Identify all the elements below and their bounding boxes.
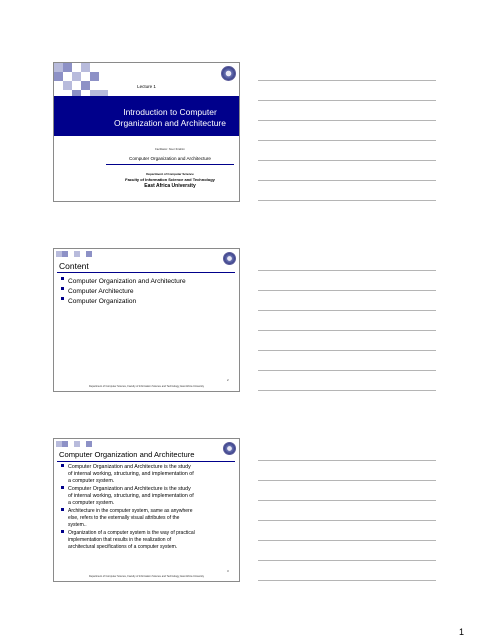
notes-line bbox=[258, 180, 436, 181]
lecture-label: Lecture 1 bbox=[137, 84, 156, 89]
slide-1-thumbnail bbox=[53, 62, 240, 202]
divider bbox=[106, 164, 234, 165]
bullet-item: Computer Architecture bbox=[61, 287, 186, 297]
bullet-list bbox=[61, 464, 195, 551]
slide-title-line2: Organization and Architecture bbox=[114, 118, 226, 128]
notes-line bbox=[258, 330, 436, 331]
university-name: East Africa University bbox=[144, 183, 196, 189]
faculty: Faculty of Information Science and Technology bbox=[125, 177, 215, 182]
slide-page-number: 3 bbox=[227, 569, 229, 573]
slide-page-number: 2 bbox=[227, 378, 229, 382]
slide-footer: Department of Computer Science, Faculty of Information Science and Technology, East Africa University bbox=[88, 385, 205, 388]
bullet-item: Architecture in the computer system, same as anywhere else, refers to the externally visual attributes of the system.. bbox=[61, 508, 195, 529]
notes-line bbox=[258, 560, 436, 561]
notes-line bbox=[258, 390, 436, 391]
bullet-item: Computer Organization and Architecture is the study of internal working, structuring, and implementation of a computer system. bbox=[61, 486, 195, 507]
page-number: 1 bbox=[459, 627, 465, 637]
slide-footer: Department of Computer Science, Faculty of Information Science and Technology, East Africa University bbox=[88, 575, 205, 578]
bullet-item: Organization of a computer system is the way of practical implementation that results in the realization of architectural specifications of a computer system. bbox=[61, 530, 195, 551]
university-logo-icon bbox=[221, 66, 236, 81]
notes-line bbox=[258, 350, 436, 351]
notes-line bbox=[258, 120, 436, 121]
title-band bbox=[54, 96, 239, 136]
university-logo-icon bbox=[223, 252, 236, 265]
notes-line bbox=[258, 460, 436, 461]
notes-line bbox=[258, 140, 436, 141]
notes-line bbox=[258, 270, 436, 271]
bullet-list bbox=[61, 277, 186, 307]
notes-line bbox=[258, 580, 436, 581]
notes-line bbox=[258, 500, 436, 501]
notes-line bbox=[258, 540, 436, 541]
notes-line bbox=[258, 370, 436, 371]
notes-line bbox=[258, 100, 436, 101]
slide-2-thumbnail bbox=[53, 248, 240, 392]
notes-line bbox=[258, 200, 436, 201]
bullet-item: Computer Organization and Architecture bbox=[61, 277, 186, 287]
slide-title: Content bbox=[59, 261, 89, 271]
title-rule bbox=[57, 272, 235, 273]
notes-line bbox=[258, 160, 436, 161]
notes-line bbox=[258, 480, 436, 481]
slide-title-line1: Introduction to Computer bbox=[123, 107, 217, 117]
course-name: Computer Organization and Architecture bbox=[129, 156, 211, 161]
bullet-item: Computer Organization bbox=[61, 297, 186, 307]
title-rule bbox=[57, 461, 235, 462]
department: Department of Computer Science bbox=[146, 172, 194, 176]
notes-line bbox=[258, 80, 436, 81]
facilitator: Facilitator: Noor Ibrahim bbox=[155, 147, 185, 151]
notes-line bbox=[258, 310, 436, 311]
slide-3-thumbnail bbox=[53, 438, 240, 582]
notes-line bbox=[258, 520, 436, 521]
notes-line bbox=[258, 290, 436, 291]
bullet-item: Computer Organization and Architecture is the study of internal working, structuring, and implementation of a computer system. bbox=[61, 464, 195, 485]
university-logo-icon bbox=[223, 442, 236, 455]
slide-title: Computer Organization and Architecture bbox=[59, 450, 195, 459]
